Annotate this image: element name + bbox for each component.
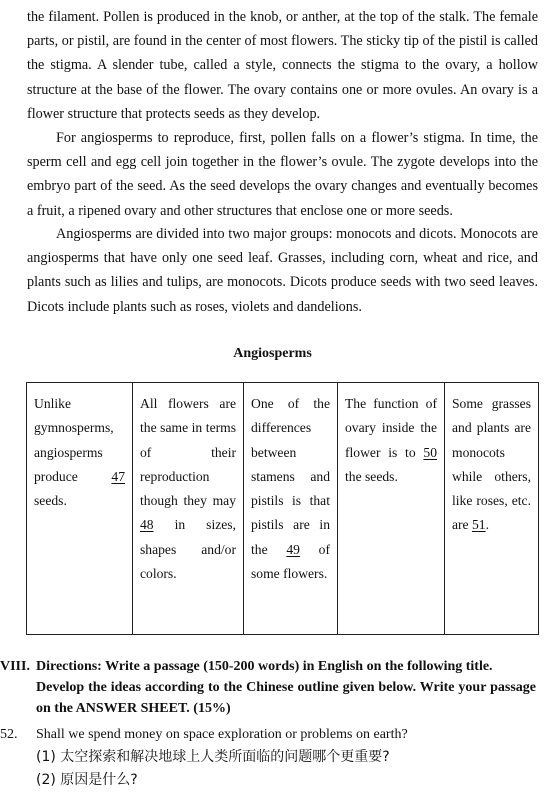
directions-line-1 (0, 656, 536, 677)
blank-51: 51 (472, 517, 486, 533)
passage-paragraph-2: For angiosperms to reproduce, first, pollen falls on a flower’s stigma. In time, the sperm cell and egg cell join together in the flower’s ovule. The zygote develops into the embryo part of the seed. As the seed develops the ovary changes and eventually becomes a fruit, a ripened ovary and other structures that enclose one or more seeds. (27, 130, 538, 219)
blank-47: 47 (111, 468, 125, 484)
cell-text: The function of ovary inside the flower is to (345, 396, 437, 460)
cell-text: in sizes, shapes and/or colors. (140, 517, 236, 582)
blank-48: 48 (140, 517, 154, 533)
table-title: Angiosperms (233, 346, 312, 361)
cell-text: . (485, 517, 489, 533)
cell-text: Unlike gymnosperms, angiosperms produce (34, 396, 114, 484)
outline-item-2: (2) 原因是什么? (36, 772, 138, 788)
table-cell-49 (244, 383, 338, 635)
question-number: 52. (0, 727, 18, 742)
angiosperms-table (26, 382, 539, 635)
table-row (27, 383, 539, 635)
table-cell-50 (338, 383, 445, 635)
section-number: VIII. (0, 659, 30, 674)
table-cell-51 (445, 383, 539, 635)
cell-text: seeds. (34, 493, 67, 509)
passage-paragraph-3: Angiosperms are divided into two major groups: monocots and dicots. Monocots are angiosperms that have only one seed leaf. Grasses, including corn, wheat and rice, and plants such as lilies and tulips, are monocots. Dicots produce seeds with two seed leaves. Dicots include plants such as roses, violets and dandelions. (27, 226, 538, 315)
cell-text: of some flowers. (251, 541, 330, 582)
cell-text: Some grasses and plants are monocots while others, like roses, etc. are (452, 396, 531, 533)
directions-body: Develop the ideas according to the Chinese outline given below. Write your passage on the ANSWER SHEET. (15%) (36, 680, 536, 716)
table-cell-47 (27, 383, 133, 635)
outline-item-1: (1) 太空探索和解决地球上人类所面临的问题哪个更重要? (36, 749, 390, 765)
question-text: Shall we spend money on space exploration or problems on earth? (36, 727, 408, 742)
question-52 (0, 723, 408, 746)
passage-paragraph-1: the filament. Pollen is produced in the knob, or anther, at the top of the stalk. The female parts, or pistil, are found in the center of most flowers. The sticky tip of the pistil is called the stigma. A slender tube, called a style, connects the stigma to the ovary, a hollow structure at the base of the flower. The ovary contains one or more ovules. An ovary is a flower structure that protects seeds as they develop. (27, 9, 538, 122)
blank-49: 49 (286, 541, 300, 557)
cell-text: One of the differences between stamens and pistils is that pistils are in the (251, 396, 330, 557)
directions-block (0, 656, 536, 719)
table-cell-48 (133, 383, 244, 635)
blank-50: 50 (423, 444, 437, 460)
cell-text: the seeds. (345, 468, 398, 484)
cell-text: All flowers are the same in terms of their reproduction though they may (140, 396, 236, 509)
directions-title: Directions: Write a passage (150-200 words) in English on the following title. (36, 659, 493, 674)
